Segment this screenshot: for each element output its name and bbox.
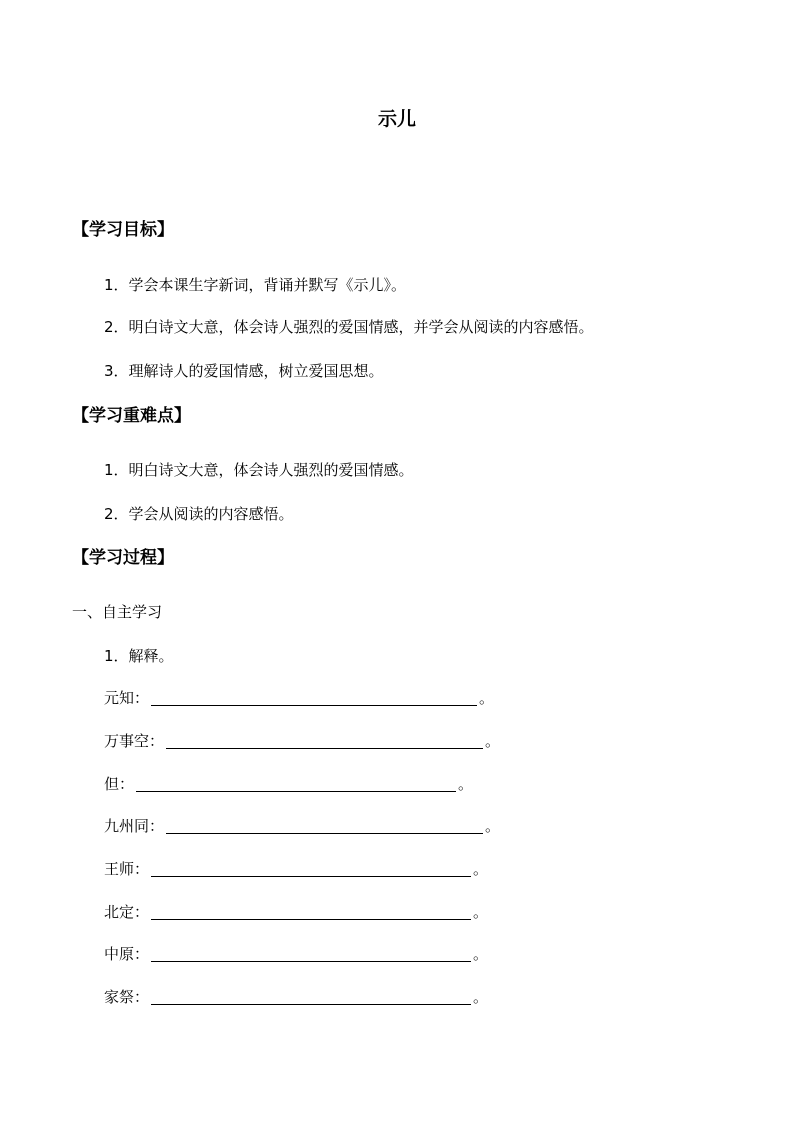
term-label: 万事空： [104,732,165,750]
answer-blank-line[interactable] [151,904,471,920]
term-label: 九州同： [104,817,165,835]
term-label: 但： [104,775,135,793]
page-title: 示儿 [377,108,416,130]
explain-task: 1．解释。 [104,647,174,665]
term-label: 元知： [104,689,150,707]
term-label: 王师： [104,860,150,878]
term-end: 。 [479,689,495,707]
process-heading: 【学习过程】 [72,548,174,568]
term-end: 。 [485,817,501,835]
term-row-zhongyuan [104,946,488,962]
term-row-beiding [104,904,488,920]
term-row-wanshikong [104,733,500,749]
answer-blank-line[interactable] [151,946,471,962]
term-end: 。 [473,945,489,963]
term-end: 。 [458,775,474,793]
answer-blank-line[interactable] [166,818,483,834]
term-end: 。 [473,988,489,1006]
term-row-wangshi [104,861,488,877]
answer-blank-line[interactable] [136,776,456,792]
term-row-jiuzhoutong [104,818,500,834]
term-row-yuanzhi [104,690,494,706]
term-row-dan [104,776,473,792]
term-end: 。 [473,903,489,921]
answer-blank-line[interactable] [151,989,471,1005]
key-point-item-2: 2．学会从阅读的内容感悟。 [104,505,294,523]
term-label: 中原： [104,945,150,963]
self-study-subheading: 一、自主学习 [72,603,163,621]
term-label: 家祭： [104,988,150,1006]
answer-blank-line[interactable] [151,690,477,706]
key-points-heading: 【学习重难点】 [72,406,191,426]
term-label: 北定： [104,903,150,921]
objective-item-2: 2．明白诗文大意，体会诗人强烈的爱国情感，并学会从阅读的内容感悟。 [104,318,594,336]
objective-item-3: 3．理解诗人的爱国情感，树立爱国思想。 [104,362,384,380]
answer-blank-line[interactable] [151,861,471,877]
key-point-item-1: 1．明白诗文大意，体会诗人强烈的爱国情感。 [104,461,414,479]
answer-blank-line[interactable] [166,733,483,749]
objectives-heading: 【学习目标】 [72,220,174,240]
term-row-jiaji [104,989,488,1005]
term-end: 。 [485,732,501,750]
term-end: 。 [473,860,489,878]
objective-item-1: 1．学会本课生字新词，背诵并默写《示儿》。 [104,276,407,294]
